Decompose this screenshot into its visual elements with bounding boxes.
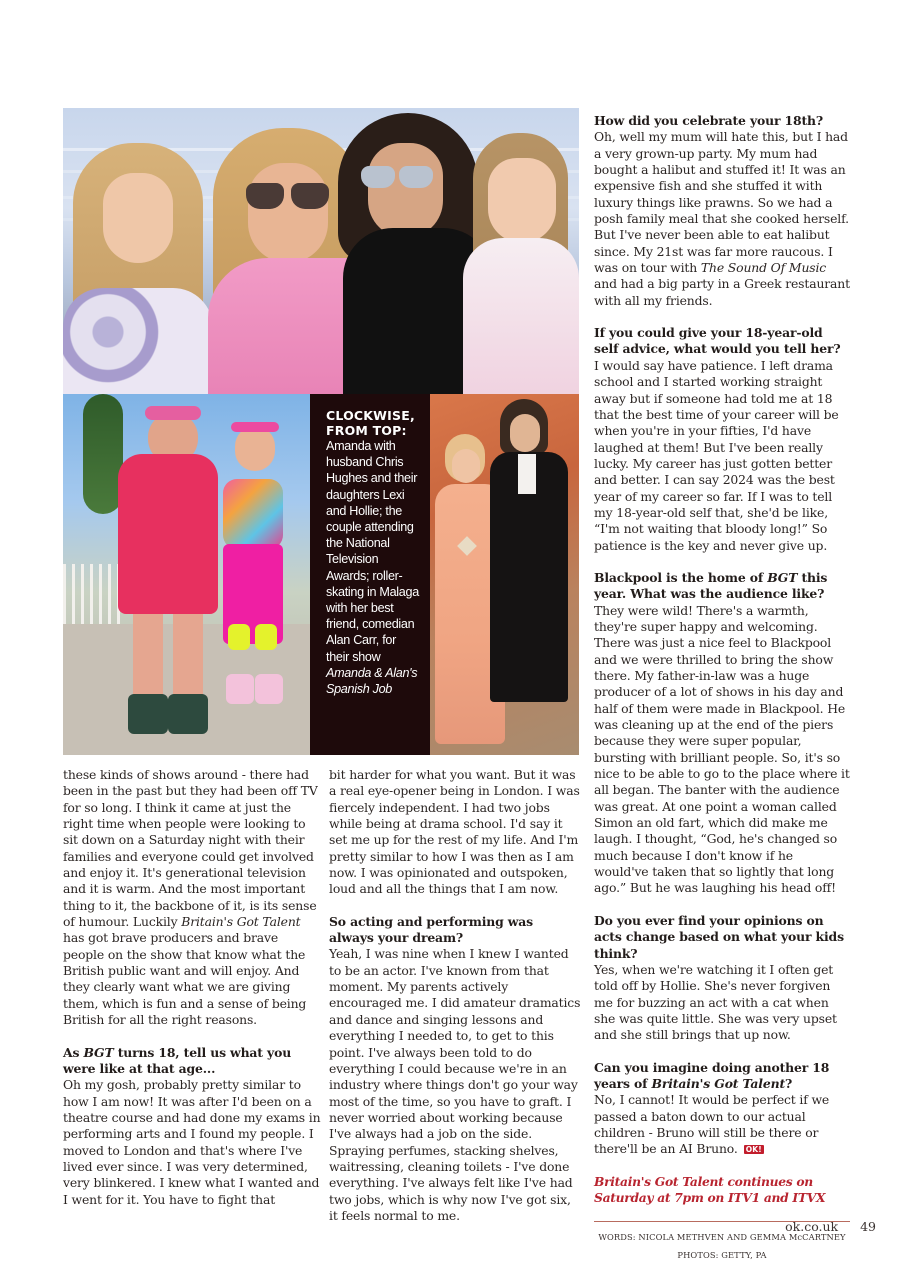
- article-column-middle: [329, 767, 581, 1224]
- answer-text: No, I cannot! It would be perfect if we passed a baton down to our actual children - Bruno will still be there or there'll be an AI Bruno.: [594, 1092, 830, 1157]
- interview-question: [594, 1060, 850, 1093]
- caption-text-plain: Amanda with husband Chris Hughes and their daughters Lexi and Hollie; the couple attending the National Television Awards; roller-skating in Malaga with her best friend, comedian Alan Carr, for their show: [326, 439, 419, 664]
- answer-text: and had a big party in a Greek restaurant with all my friends.: [594, 276, 850, 308]
- interview-question: How did you celebrate your 18th?: [594, 113, 823, 128]
- question-text: turns 18, tell us what you were like at that age...: [63, 1044, 292, 1076]
- page-footer: [785, 1219, 876, 1234]
- show-promo: Britain's Got Talent continues on Saturday at 7pm on ITV1 and ITVX: [594, 1173, 826, 1206]
- body-paragraph: bit harder for what you want. But it was a real eye-opener being in London. I was fiercely independent. I had two jobs while being at drama school. I'd say it set me up for the rest of my life. And I'm pretty similar to how I was then as I am now. I was opinionated and outspoken, loud and all the things that I am now.: [329, 767, 580, 897]
- interview-answer: They were wild! There's a warmth, they're super happy and welcoming. There was just a nice feel to Blackpool and we were thrilled to bring the show there. My father-in-law was a huge producer of a lot of shows in his day and half of them were made in Blackpool. He was cleaning up at the end of the piers because they were super popular, bursting with brilliant people. So, it's so nice to be able to go to the place where it all began. The banter with the audience was great. At one point a woman called Simon an old fart, which did make me laugh. I thought, “God, he's changed so much because I don't know if he would've taken that so lightly that long ago.” But he was laughing his head off!: [594, 602, 850, 896]
- interview-question: Do you ever find your opinions on acts change based on what your kids think?: [594, 912, 844, 961]
- interview-answer: I would say have patience. I left drama school and I started working straight away but if someone had told me at 18 that the best time of your career will be when you're in your fifties, I'd have laughed at them! But I've been really lucky. My career has just gotten better and better. I can say 2024 was the best year of my career so far. If I was to tell my 18-year-old self that, she'd be like, “I'm not waiting that bloody long!” So patience is the key and never give up.: [594, 357, 839, 553]
- question-text: this year. What was the audience like?: [594, 569, 828, 602]
- credit-photos: PHOTOS: GETTY, PA: [677, 1249, 767, 1260]
- caption-text: [326, 438, 422, 697]
- interview-answer: [594, 129, 850, 309]
- show-abbrev: BGT: [83, 1044, 114, 1060]
- caption-heading: [326, 408, 422, 438]
- article-column-left: [63, 767, 321, 1208]
- end-mark-logo-icon: OK!: [745, 1145, 762, 1155]
- show-title: Britain's Got Talent: [181, 914, 301, 930]
- body-text: these kinds of shows around - there had been in the past but they had been off TV for so long. I think it came at just the right time when people were looking to sit down on a Saturday night with their families and everyone could get involved and enjoy it. It's generational television and it is warm. And the most important thing to it, the backbone of it, is its sense of humour. Luckily: [63, 767, 318, 930]
- interview-answer: [594, 1092, 850, 1157]
- interview-answer: Oh my gosh, probably pretty similar to how I am now! It was after I'd been on a theatre course and had done my exams in performing arts and I found my people. I moved to London and that's where I've lived ever since. I was very determined, very blinkered. I knew what I wanted and I went for it. You have to fight that: [63, 1077, 321, 1207]
- awards-photo: [430, 394, 579, 755]
- question-text: Can you imagine doing another 18 years of: [594, 1059, 830, 1091]
- interview-question: [63, 1045, 321, 1078]
- page-number: 49: [860, 1219, 876, 1234]
- question-text: Blackpool is the home of: [594, 569, 768, 585]
- question-text: ?: [785, 1075, 793, 1091]
- interview-question: So acting and performing was always your dream?: [329, 913, 534, 946]
- interview-question: [594, 570, 850, 603]
- interview-answer: Yeah, I was nine when I knew I wanted to be an actor. I've known from that moment. My parents actively encouraged me. I did amateur dramatics and dance and singing lessons and everything I needed to, to get to this point. I've always been told to do everything I could because we're in an industry where things don't go your way most of the time, so you have to graft. I never worried about working because I've always had a job on the side. Spraying perfumes, stacking shelves, waitressing, cleaning toilets - I've done everything. I've always felt like I've had two jobs, which is why now I've got six, it feels normal to me.: [329, 946, 581, 1223]
- interview-question: If you could give your 18-year-old self advice, what would you tell her?: [594, 325, 841, 357]
- caption-heading-line1: CLOCKWISE,: [326, 408, 415, 423]
- family-photo: [63, 108, 579, 394]
- credit-words: WORDS: NICOLA METHVEN AND GEMMA McCARTNEY: [598, 1231, 846, 1242]
- show-abbrev: BGT: [767, 569, 798, 585]
- interview-answer: Yes, when we're watching it I often get told off by Hollie. She's never forgiven me for buzzing an act with a cat when she was quite little. She was very upset and she still brings that up now.: [594, 961, 837, 1043]
- caption-show-title: Amanda & Alan's Spanish Job: [326, 665, 418, 697]
- answer-text: Oh, well my mum will hate this, but I had a very grown-up party. My mum had bought a halibut and stuffed it! It was an expensive fish and she stuffed it with luxury things like prawns. So we had a posh family meal that she cooked herself. But I've never been able to eat halibut since. My 21st was far more raucous. I was on tour with: [594, 129, 849, 276]
- body-paragraph: [63, 767, 321, 1029]
- photo-collage: [63, 108, 579, 755]
- roller-skating-photo: [63, 394, 310, 755]
- caption-heading-line2: FROM TOP:: [326, 423, 407, 438]
- photo-caption: [310, 394, 430, 755]
- footer-site: ok.co.uk: [785, 1219, 839, 1234]
- question-text: As: [63, 1044, 84, 1060]
- body-text: has got brave producers and brave people on the show that know what the British public want and will enjoy. And they clearly want what we are giving them, which is fun and a sense of being British for all the right reasons.: [63, 930, 307, 1028]
- show-title: Britain's Got Talent: [651, 1075, 786, 1091]
- show-title: The Sound Of Music: [700, 260, 827, 276]
- article-column-right: [594, 113, 850, 1264]
